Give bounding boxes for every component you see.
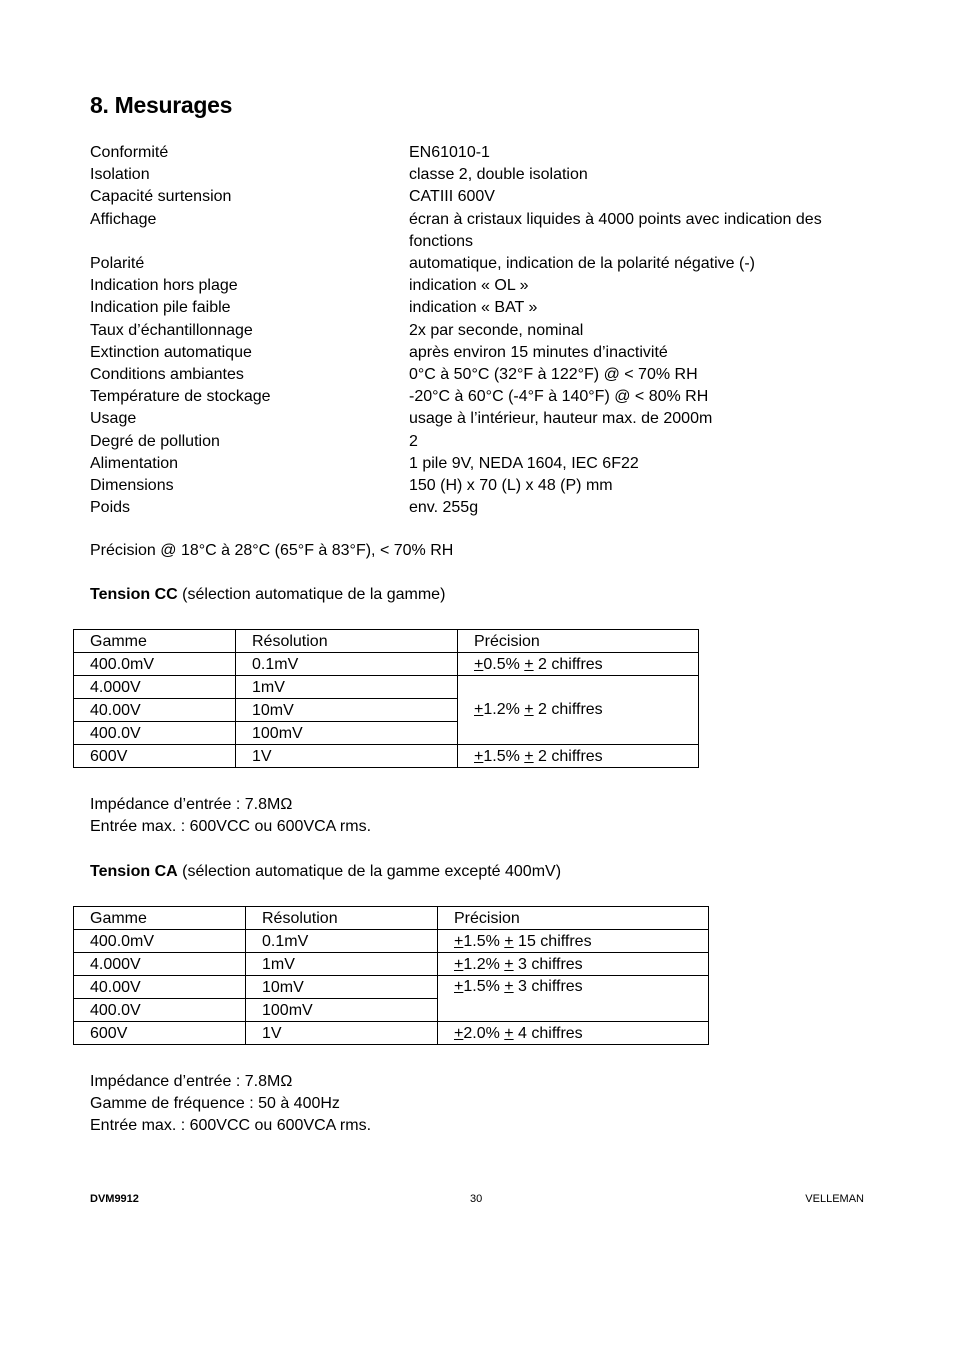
spec-label: Extinction automatique xyxy=(90,343,252,361)
section-heading: 8. Mesurages xyxy=(90,92,233,118)
spec-value: 2 xyxy=(409,432,418,450)
accuracy-percent: 1.2% xyxy=(483,701,525,718)
spec-row xyxy=(90,475,850,497)
ac-title: Tension CA xyxy=(90,863,178,880)
ac-note: Impédance d’entrée : 7.8MΩ xyxy=(90,1073,293,1090)
table-row xyxy=(74,953,709,976)
accuracy-digits: 3 chiffres xyxy=(513,978,583,995)
resolution-cell: 1V xyxy=(236,745,458,768)
spec-row xyxy=(90,186,850,208)
accuracy-digits: 2 chiffres xyxy=(533,656,603,673)
accuracy-cell xyxy=(438,976,709,1022)
accuracy-percent: 2.0% xyxy=(463,1025,505,1042)
spec-value: -20°C à 60°C (-4°F à 140°F) @ < 80% RH xyxy=(409,388,709,406)
footer-page-number: 30 xyxy=(470,1193,483,1205)
spec-value: usage à l’intérieur, hauteur max. de 2000m xyxy=(409,410,713,428)
footer-model: DVM9912 xyxy=(90,1193,139,1205)
table-row xyxy=(74,976,709,999)
spec-row xyxy=(90,364,850,386)
table-row xyxy=(74,745,699,768)
table-row xyxy=(74,676,699,699)
dc-section-title xyxy=(90,584,445,606)
plus-minus-sign: + xyxy=(504,1025,514,1042)
spec-row xyxy=(90,408,850,430)
spec-row xyxy=(90,253,850,275)
accuracy-cell xyxy=(458,653,699,676)
accuracy-digits: 3 chiffres xyxy=(513,956,583,973)
range-cell: 40.00V xyxy=(74,976,246,999)
spec-value: 150 (H) x 70 (L) x 48 (P) mm xyxy=(409,477,613,495)
plus-minus-sign: + xyxy=(524,701,534,718)
ac-note: Gamme de fréquence : 50 à 400Hz xyxy=(90,1095,340,1112)
accuracy-percent: 0.5% xyxy=(483,656,525,673)
spec-value: indication « BAT » xyxy=(409,299,538,317)
resolution-cell: 10mV xyxy=(246,976,438,999)
spec-label: Dimensions xyxy=(90,477,174,495)
spec-label: Polarité xyxy=(90,255,145,273)
plus-minus-sign: + xyxy=(474,701,484,718)
spec-label: Capacité surtension xyxy=(90,188,232,206)
spec-label: Alimentation xyxy=(90,454,179,472)
spec-label: Isolation xyxy=(90,166,150,184)
spec-row xyxy=(90,297,850,319)
plus-minus-sign: + xyxy=(524,656,534,673)
spec-row xyxy=(90,431,850,453)
accuracy-cell xyxy=(438,953,709,976)
accuracy-percent: 1.5% xyxy=(483,748,525,765)
accuracy-digits: 15 chiffres xyxy=(513,933,592,950)
spec-value: EN61010-1 xyxy=(409,144,490,161)
spec-row xyxy=(90,209,850,253)
spec-value-line: écran à cristaux liquides à 4000 points avec indication des xyxy=(409,210,822,228)
plus-minus-sign: + xyxy=(504,956,514,973)
spec-value: indication « OL » xyxy=(409,277,529,295)
table-row xyxy=(74,930,709,953)
resolution-cell: 0.1mV xyxy=(236,653,458,676)
spec-label: Affichage xyxy=(90,210,157,228)
table-header-cell: Précision xyxy=(438,907,709,930)
range-cell: 400.0V xyxy=(74,999,246,1022)
spec-label: Indication pile faible xyxy=(90,299,231,317)
table-row xyxy=(74,1022,709,1045)
spec-label: Conditions ambiantes xyxy=(90,366,244,384)
precision-note: Précision @ 18°C à 28°C (65°F à 83°F), < 70% RH xyxy=(90,542,454,559)
accuracy-digits: 2 chiffres xyxy=(533,748,603,765)
spec-value xyxy=(409,209,850,253)
spec-value: 1 pile 9V, NEDA 1604, IEC 6F22 xyxy=(409,454,639,472)
spec-label: Température de stockage xyxy=(90,388,271,406)
table-row xyxy=(74,653,699,676)
accuracy-cell xyxy=(438,930,709,953)
spec-row xyxy=(90,497,850,519)
range-cell: 600V xyxy=(74,1022,246,1045)
table-header-cell: Précision xyxy=(458,630,699,653)
plus-minus-sign: + xyxy=(454,933,464,950)
spec-row xyxy=(90,453,850,475)
accuracy-cell xyxy=(438,1022,709,1045)
spec-label: Conformité xyxy=(90,144,169,161)
spec-value: automatique, indication de la polarité négative (-) xyxy=(409,255,755,273)
range-cell: 40.00V xyxy=(74,699,236,722)
ac-note: Entrée max. : 600VCC ou 600VCA rms. xyxy=(90,1117,372,1134)
accuracy-percent: 1.5% xyxy=(463,978,505,995)
spec-label: Poids xyxy=(90,499,131,517)
spec-value: classe 2, double isolation xyxy=(409,166,588,184)
accuracy-percent: 1.2% xyxy=(463,956,505,973)
plus-minus-sign: + xyxy=(454,978,464,995)
accuracy-percent: 1.5% xyxy=(463,933,505,950)
plus-minus-sign: + xyxy=(504,933,514,950)
spec-row xyxy=(90,386,850,408)
resolution-cell: 1mV xyxy=(246,953,438,976)
spec-label: Indication hors plage xyxy=(90,277,238,295)
dc-note: Entrée max. : 600VCC ou 600VCA rms. xyxy=(90,818,372,835)
resolution-cell: 10mV xyxy=(236,699,458,722)
table-header-cell: Gamme xyxy=(74,630,236,653)
plus-minus-sign: + xyxy=(504,978,514,995)
ac-subtitle: (sélection automatique de la gamme excepté 400mV) xyxy=(182,863,562,880)
accuracy-digits: 2 chiffres xyxy=(533,701,603,718)
accuracy-cell xyxy=(458,676,699,745)
range-cell: 4.000V xyxy=(74,676,236,699)
spec-row xyxy=(90,142,850,164)
resolution-cell: 1V xyxy=(246,1022,438,1045)
range-cell: 400.0V xyxy=(74,722,236,745)
spec-row xyxy=(90,275,850,297)
table-header-cell: Résolution xyxy=(236,630,458,653)
resolution-cell: 100mV xyxy=(236,722,458,745)
resolution-cell: 0.1mV xyxy=(246,930,438,953)
spec-value: 2x par seconde, nominal xyxy=(409,321,584,339)
spec-row xyxy=(90,164,850,186)
spec-value: env. 255g xyxy=(409,499,479,517)
plus-minus-sign: + xyxy=(454,956,464,973)
table-header-cell: Résolution xyxy=(246,907,438,930)
dc-voltage-table xyxy=(73,629,699,768)
range-cell: 400.0mV xyxy=(74,930,246,953)
spec-value-line: fonctions xyxy=(409,232,474,250)
spec-row xyxy=(90,342,850,364)
spec-value: après environ 15 minutes d’inactivité xyxy=(409,343,668,361)
plus-minus-sign: + xyxy=(524,748,534,765)
dc-note: Impédance d’entrée : 7.8MΩ xyxy=(90,796,293,813)
plus-minus-sign: + xyxy=(474,748,484,765)
spec-label: Usage xyxy=(90,410,137,428)
spec-value: CATIII 600V xyxy=(409,188,495,206)
range-cell: 600V xyxy=(74,745,236,768)
spec-value: 0°C à 50°C (32°F à 122°F) @ < 70% RH xyxy=(409,366,698,384)
dc-title: Tension CC xyxy=(90,586,178,603)
table-header-row xyxy=(74,630,699,653)
table-header-row xyxy=(74,907,709,930)
range-cell: 4.000V xyxy=(74,953,246,976)
spec-label: Taux d’échantillonnage xyxy=(90,321,253,339)
range-cell: 400.0mV xyxy=(74,653,236,676)
spec-row xyxy=(90,320,850,342)
ac-section-title xyxy=(90,861,561,883)
accuracy-cell xyxy=(458,745,699,768)
table-header-cell: Gamme xyxy=(74,907,246,930)
plus-minus-sign: + xyxy=(474,656,484,673)
plus-minus-sign: + xyxy=(454,1025,464,1042)
footer-brand: VELLEMAN xyxy=(805,1193,864,1205)
spec-list xyxy=(90,142,850,519)
ac-voltage-table xyxy=(73,906,709,1045)
spec-label: Degré de pollution xyxy=(90,432,220,450)
resolution-cell: 1mV xyxy=(236,676,458,699)
resolution-cell: 100mV xyxy=(246,999,438,1022)
accuracy-digits: 4 chiffres xyxy=(513,1025,583,1042)
dc-subtitle: (sélection automatique de la gamme) xyxy=(182,586,446,603)
